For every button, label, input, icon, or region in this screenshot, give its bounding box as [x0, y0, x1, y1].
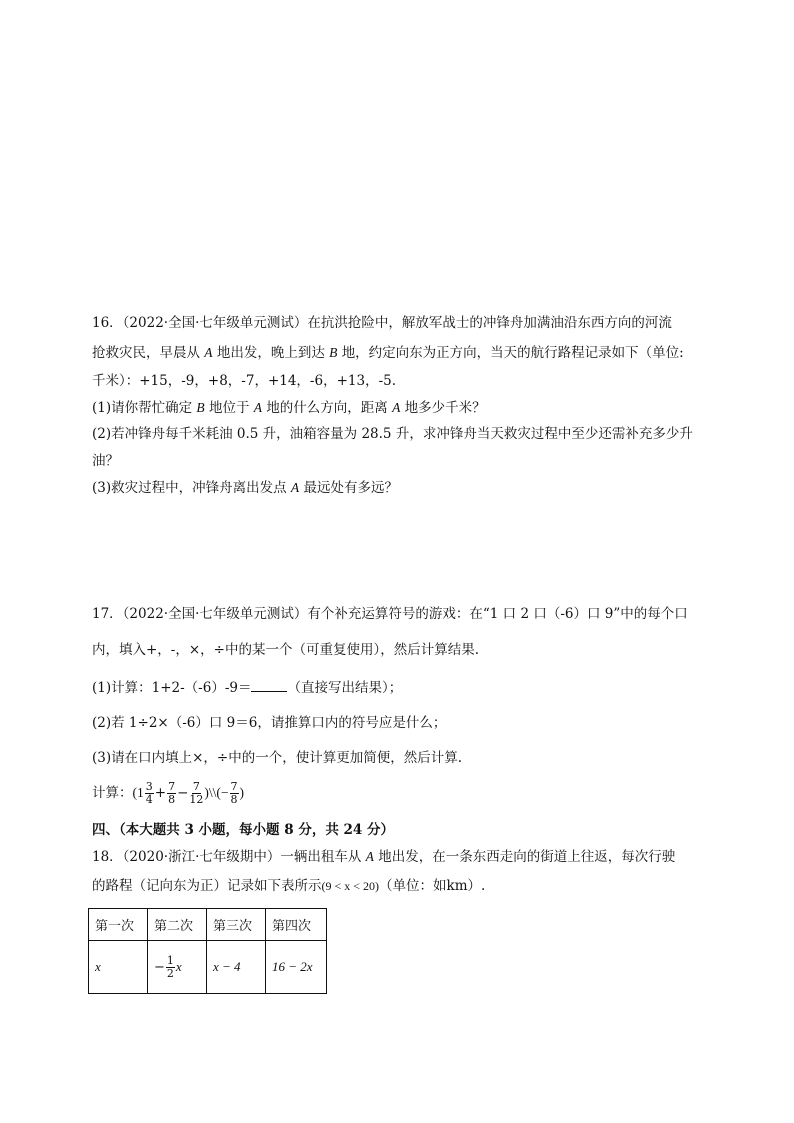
q17-sub1 — [92, 677, 712, 698]
answer-blank — [251, 677, 287, 692]
point-a: A — [290, 480, 300, 495]
frac-den: 2 — [166, 966, 174, 980]
header-cell: 第二次 — [148, 909, 207, 941]
q16-sub2-line1: (2)若冲锋舟每千米耗油 0.5 升，油箱容量为 28.5 升，求冲锋舟当天救灾过程中至少还需补充多少升 — [92, 426, 693, 442]
q16-sub1 — [92, 398, 712, 418]
trip-record-table — [88, 908, 327, 994]
header-cell: 第一次 — [89, 909, 148, 941]
frac-num: 7 — [192, 780, 200, 793]
q17-calc — [92, 780, 712, 806]
q16-sub1-c: 地的什么方向，距离 — [266, 400, 388, 416]
value-cell-1: x — [89, 941, 148, 994]
frac-den: 12 — [189, 793, 204, 806]
frac-num: 1 — [166, 953, 174, 967]
q18-line2-a: 的路程（记向东为正）记录如下表所示 — [92, 878, 322, 894]
table-row — [89, 941, 327, 994]
header-cell: 第三次 — [207, 909, 266, 941]
fraction-3-4 — [145, 781, 154, 806]
q18-condition: (9 < x < 20) — [321, 879, 380, 893]
frac-den: 4 — [145, 793, 153, 806]
minus-sign: − — [177, 785, 189, 801]
q16-sub1-b: 地位于 — [208, 400, 250, 416]
q16-sub3-b: 最远处有多远？ — [303, 480, 398, 496]
fraction-7-8-b — [230, 781, 239, 806]
q16-sub3 — [92, 478, 712, 498]
q16-line2 — [92, 343, 712, 363]
point-b: B — [329, 345, 338, 360]
frac-num: 3 — [145, 780, 153, 793]
q16-sub2-line2: 油？ — [92, 453, 119, 469]
var-x: x — [175, 958, 182, 974]
operator-box: \\ — [208, 785, 217, 800]
point-a: A — [253, 400, 263, 415]
q16-line2-c: 地，约定向东为正方向，当天的航行路程记录如下（单位: — [341, 345, 684, 361]
q18-line1-b: 地出发，在一条东西走向的街道上往返，每次行驶 — [378, 849, 676, 865]
value-cell-4: 16 − 2x — [266, 941, 327, 994]
q16-sub1-a: (1)请你帮忙确定 — [92, 400, 193, 416]
q17-line2: 内，填入+，-，×，÷中的某一个（可重复使用），然后计算结果. — [92, 642, 480, 658]
point-a: A — [392, 400, 401, 415]
calc-open: (1 — [132, 785, 144, 800]
neg-sign: − — [154, 959, 165, 975]
calc-close-paren: ) — [204, 785, 209, 800]
calc-label: 计算： — [92, 785, 133, 801]
calc-close: ) — [239, 785, 244, 800]
q17-sub1-b: （直接写出结果）； — [287, 680, 403, 696]
header-cell: 第四次 — [266, 909, 327, 941]
q18-line1-a: 18．（2020·浙江·七年级期中）一辆出租车从 — [92, 849, 362, 865]
frac-den: 8 — [168, 793, 176, 806]
frac-num: 7 — [230, 780, 238, 793]
q17-sub2: (2)若 1÷2×（-6）口 9＝6，请推算口内的符号应是什么； — [92, 715, 447, 731]
q16-sub3-a: (3)救灾过程中，冲锋舟离出发点 — [92, 480, 287, 496]
fraction-7-12 — [189, 781, 203, 806]
frac-den: 8 — [230, 793, 238, 806]
q16-line2-a: 抢救灾民，早晨从 — [92, 345, 200, 361]
q16-line3: 千米）：+15，-9，+8，-7，+14，-6，+13，-5. — [92, 373, 397, 389]
q17-sub1-a: (1)计算：1+2-（-6）-9＝ — [92, 680, 252, 696]
frac-num: 7 — [168, 780, 176, 793]
point-b: B — [196, 400, 205, 415]
q17-line1: 17．（2022·全国·七年级单元测试）有个补充运算符号的游戏：在“1 口 2 口（-6）口 9”中的每个口 — [92, 606, 688, 622]
value-cell-3: x − 4 — [207, 941, 266, 994]
fraction-1-2 — [166, 955, 175, 980]
plus-sign: + — [154, 785, 167, 801]
q16-line2-b: 地出发，晚上到达 — [216, 345, 325, 361]
q16-sub1-d: 地多少千米？ — [404, 400, 486, 416]
fraction-7-8 — [167, 781, 176, 806]
q17-sub3: (3)请在口内填上×，÷中的一个，使计算更加简便，然后计算. — [92, 750, 463, 766]
q16-line1: 16．（2022·全国·七年级单元测试）在抗洪抢险中，解放军战士的冲锋舟加满油沿东西方向的河流 — [92, 315, 672, 331]
point-a: A — [204, 345, 213, 360]
section-4-title: 四、（本大题共 3 小题，每小题 8 分，共 24 分） — [92, 822, 395, 838]
value-cell-2 — [148, 941, 207, 994]
q18-line2 — [92, 876, 712, 896]
table-header-row — [89, 909, 327, 941]
q18-line2-b: （单位：如km）. — [379, 878, 486, 894]
q18-line1 — [92, 847, 712, 867]
point-a: A — [365, 849, 374, 864]
calc-neg-paren: (− — [216, 785, 229, 800]
